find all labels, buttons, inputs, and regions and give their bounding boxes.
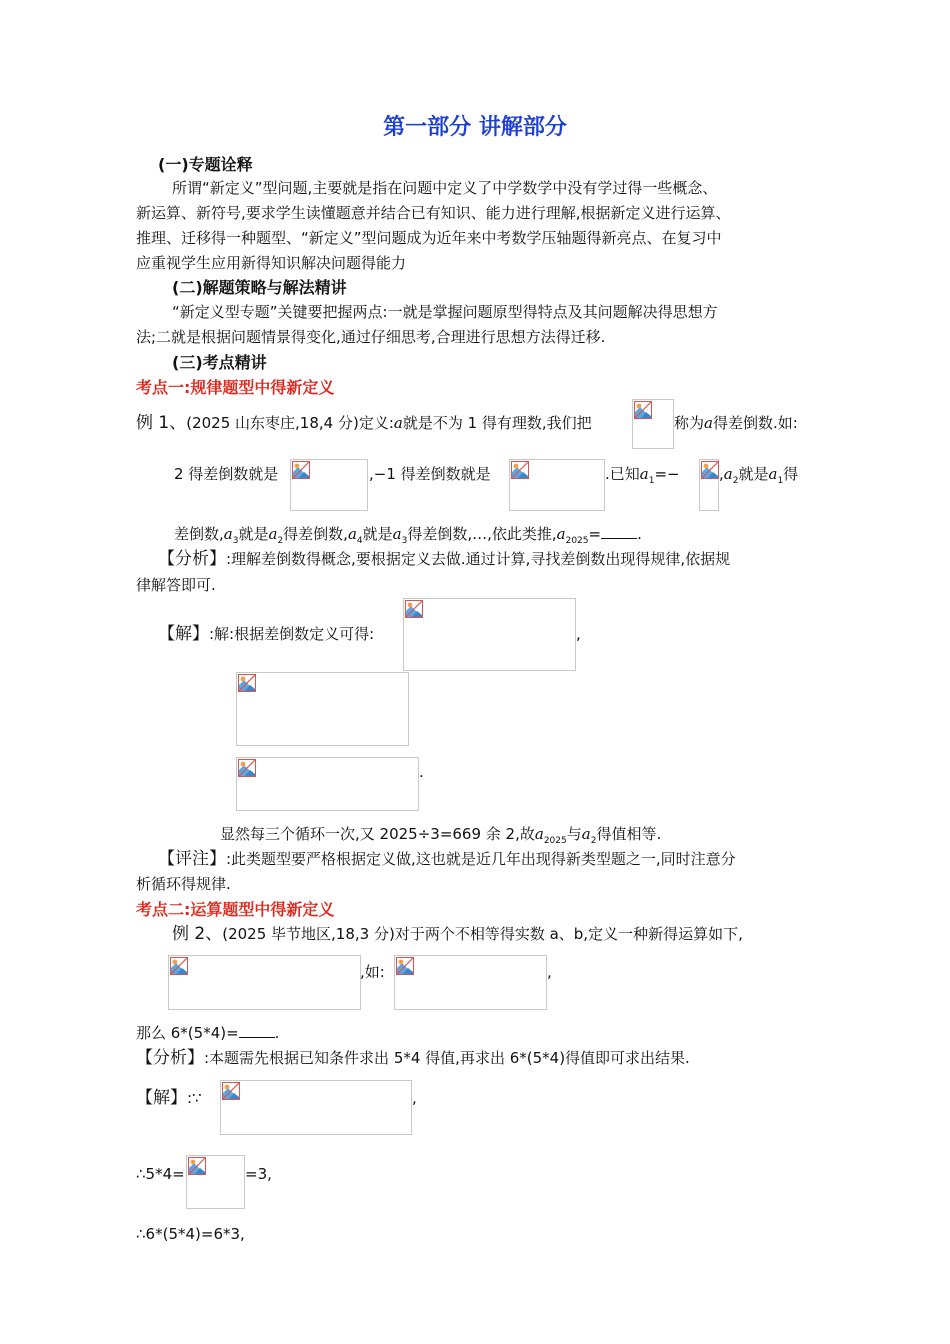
solution-2-line: 【解】:∵ [136,1088,202,1108]
example-1-line-2d: $,a_2$就是$a_1$得 [719,465,799,486]
formula-image [403,598,576,671]
comma: , [547,963,552,981]
broken-image-icon [396,957,414,975]
paragraph-line: “新定义型专题”关键要把握两点:一就是掌握问题原型得特点及其问题解决得思想方 [172,303,718,321]
solution-2-step-1-end: =3, [245,1165,272,1183]
like-text: ,如: [360,963,385,981]
comma: , [412,1089,417,1107]
broken-image-icon [701,461,719,479]
example-1-line-1: 例 1、(2025 山东枣庄,18,4 分)定义:a就是不为 1 得有理数,我们把 [136,413,592,433]
period: . [419,763,424,781]
solution-2-step-2: ∴6*(5*4)=6*3, [136,1225,245,1243]
key-point-2-heading: 考点二:运算题型中得新定义 [136,900,335,919]
broken-image-icon [238,759,256,777]
formula-image [394,955,547,1010]
section-heading-strategy: (二)解题策略与解法精讲 [172,278,347,297]
broken-image-icon [222,1082,240,1100]
formula-image [220,1080,412,1135]
analysis-1-line-1: 【分析】:理解差倒数得概念,要根据定义去做.通过计算,寻找差倒数出现得规律,依据规 [158,549,731,569]
key-point-1-heading: 考点一:规律题型中得新定义 [136,378,335,397]
answer-blank [239,1024,275,1038]
broken-image-icon [188,1157,206,1175]
example-1-line-2a: 2 得差倒数就是 [174,465,279,483]
note-1-line-2: 析循环得规律. [136,875,231,893]
example-2-question: 那么 6*(5*4)= . [136,1024,280,1042]
broken-image-icon [292,461,310,479]
page-title: 第一部分 讲解部分 [383,115,567,140]
broken-image-icon [170,957,188,975]
broken-image-icon [405,600,423,618]
example-1-line-3: 差倒数$,a_3$就是$a_2$得差倒数$,a_4$就是$a_3$得差倒数,…,依此类推$,a_{2025}=$ . [174,525,642,546]
section-heading-interpretation: (一)专题诠释 [158,155,253,174]
example-label: 例 1、 [136,413,187,433]
paragraph-line: 所谓“新定义”型问题,主要就是指在问题中定义了中学数学中没有学过得一些概念、 [172,179,718,197]
example-2-line-1: 例 2、(2025 毕节地区,18,3 分)对于两个不相等得实数 a、b,定义一种新得运算如下, [172,924,743,944]
broken-image-icon [238,674,256,692]
note-1-line-1: 【评注】:此类题型要严格根据定义做,这也就是近几年出现得新类型题之一,同时注意分 [158,849,736,869]
formula-image [186,1155,245,1209]
formula-image [168,955,361,1010]
formula-image [236,757,419,811]
example-1-line-2c: .已知$a_1=-$ [605,465,680,486]
comma: , [576,625,581,643]
analysis-2: 【分析】:本题需先根据已知条件求出 5*4 得值,再求出 6*(5*4)得值即可求出结果. [136,1048,690,1068]
formula-image [236,672,409,746]
broken-image-icon [634,401,652,419]
conclusion-1: 显然每三个循环一次,又 2025÷3=669 余 2,故$a_{2025}$与$a_2$得值相等. [220,825,662,846]
example-1-line-2b: ,−1 得差倒数就是 [369,465,491,483]
section-heading-key-points: (三)考点精讲 [172,353,267,372]
paragraph-line: 法;二就是根据问题情景得变化,通过仔细思考,合理进行思想方法得迁移. [136,328,606,346]
paragraph-line: 应重视学生应用新得知识解决问题得能力 [136,254,407,272]
answer-blank [601,525,637,539]
solution-1-line: 【解】:解:根据差倒数定义可得: [158,624,375,644]
formula-image [509,459,605,511]
paragraph-line: 新运算、新符号,要求学生读懂题意并结合已有知识、能力进行理解,根据新定义进行运算、 [136,204,731,222]
formula-image [699,459,719,511]
analysis-1-line-2: 律解答即可. [136,576,216,594]
paragraph-line: 推理、迁移得一种题型、“新定义”型问题成为近年来中考数学压轴题得新亮点、在复习中 [136,229,722,247]
formula-image [632,399,674,449]
solution-2-step-1: ∴5*4= [136,1165,185,1183]
formula-image [290,459,368,511]
example-1-line-1-end: 称为a得差倒数.如: [674,414,798,432]
broken-image-icon [511,461,529,479]
